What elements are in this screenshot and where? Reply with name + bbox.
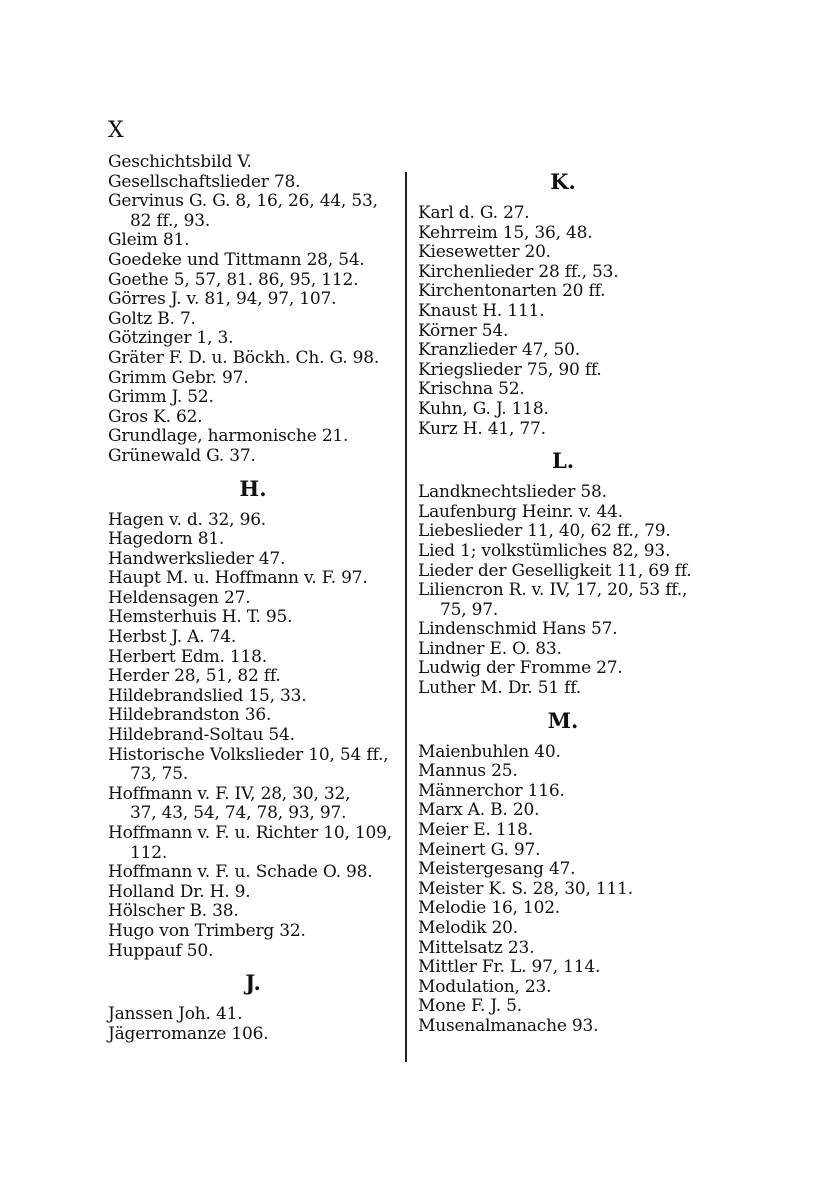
index-block-j [108,1005,398,1044]
index-entry: Meistergesang 47. [418,859,576,880]
index-entry: Krischna 52. [418,379,525,400]
index-entry-continuation: 112. [130,842,168,863]
index-entry: Holland Dr. H. 9. [108,881,251,902]
index-entry: Gräter F. D. u. Böckh. Ch. G. 98. [108,347,380,368]
index-entry: Ludwig der Fromme 27. [418,658,623,679]
index-entry: Meier E. 118. [418,820,533,841]
index-entry: Goedeke und Tittmann 28, 54. [108,249,365,270]
index-entry: Grimm Gebr. 97. [108,367,249,388]
index-entry: Kuhn, G. J. 118. [418,398,549,419]
index-block-k [418,204,708,439]
index-entry: Mone F. J. 5. [418,996,522,1017]
index-entry: Mittelsatz 23. [418,937,535,958]
index-entry: Luther M. Dr. 51 ff. [418,678,581,699]
column-divider [405,172,407,1062]
index-entry: Mittler Fr. L. 97, 114. [418,957,601,978]
section-letter-l: L. [551,448,575,474]
index-entry: Gervinus G. G. 8, 16, 26, 44, 53, [108,191,378,212]
index-entry: Hildebrandslied 15, 33. [108,685,307,706]
index-entry-continuation: 75, 97. [440,599,499,620]
section-letter-j: J. [245,970,261,996]
index-entry: Knaust H. 111. [418,300,545,321]
index-entry: Marx A. B. 20. [418,800,540,821]
index-entry: Herder 28, 51, 82 ff. [108,666,281,687]
index-entry: Gleim 81. [108,230,190,251]
index-entry: Gesellschaftslieder 78. [108,171,301,192]
index-entry: Meinert G. 97. [418,839,541,860]
index-entry: Grundlage, harmonische 21. [108,426,349,447]
index-entry-continuation: 82 ff., 93. [130,210,211,231]
index-entry: Modulation, 23. [418,976,552,997]
index-entry: Heldensagen 27. [108,587,251,608]
index-entry: Kriegslieder 75, 90 ff. [418,359,602,380]
index-entry: Landknechtslieder 58. [418,482,607,503]
section-letter-m: M. [547,707,579,733]
index-entry: Melodik 20. [418,918,518,938]
index-entry: Historische Volkslieder 10, 54 ff., [108,744,389,765]
index-block-g [108,153,398,467]
index-entry: Kiesewetter 20. [418,242,551,263]
index-block-h [108,511,398,962]
index-entry: Hildebrand-Soltau 54. [108,725,295,746]
index-entry: Haupt M. u. Hoffmann v. F. 97. [108,568,368,589]
index-entry: Maienbuhlen 40. [418,741,561,762]
index-entry: Hölscher B. 38. [108,901,239,922]
index-entry: Hugo von Trimberg 32. [108,920,306,941]
index-entry: Götzinger 1, 3. [108,328,234,349]
index-entry: Hoffmann v. F. IV, 28, 30, 32, [108,783,351,804]
section-letter-k: K. [550,169,576,194]
index-column-right [418,153,708,1037]
index-entry-continuation: 37, 43, 54, 74, 78, 93, 97. [130,803,347,824]
index-entry: Geschichtsbild V. [108,152,252,172]
section-letter-h: H. [239,475,267,501]
index-entry: Karl d. G. 27. [418,203,530,223]
index-entry: Hagen v. d. 32, 96. [108,509,267,530]
index-column-left [108,153,398,1044]
index-entry: Kurz H. 41, 77. [418,418,546,439]
index-entry: Görres J. v. 81, 94, 97, 107. [108,289,337,310]
index-entry: Lindenschmid Hans 57. [418,619,618,640]
index-entry: Kirchentonarten 20 ff. [418,281,606,302]
index-entry: Hemsterhuis H. T. 95. [108,607,293,628]
index-entry: Kirchenlieder 28 ff., 53. [418,261,619,282]
index-entry: Laufenburg Heinr. v. 44. [418,501,623,522]
index-entry: Hoffmann v. F. u. Richter 10, 109, [108,823,392,843]
page-number: X [108,118,124,143]
index-entry: Herbst J. A. 74. [108,627,237,648]
index-entry: Melodie 16, 102. [418,898,561,919]
index-entry: Hoffmann v. F. u. Schade O. 98. [108,862,373,883]
index-entry: Lindner E. O. 83. [418,638,562,659]
index-entry: Körner 54. [418,320,509,341]
index-entry: Grimm J. 52. [108,387,214,408]
index-entry: Hagedorn 81. [108,529,225,550]
index-entry: Jägerromanze 106. [108,1023,269,1044]
index-entry: Liliencron R. v. IV, 17, 20, 53 ff., [418,580,688,601]
index-entry: Lied 1; volkstümliches 82, 93. [418,540,671,561]
index-entry: Kranzlieder 47, 50. [418,340,580,361]
index-block-l [418,483,708,699]
index-entry: Liebeslieder 11, 40, 62 ff., 79. [418,521,671,542]
index-entry: Hildebrandston 36. [108,705,272,726]
index-entry-continuation: 73, 75. [130,764,189,785]
index-entry: Goethe 5, 57, 81. 86, 95, 112. [108,269,359,290]
index-entry: Handwerkslieder 47. [108,548,286,569]
index-entry: Huppauf 50. [108,940,214,961]
index-entry: Grünewald G. 37. [108,445,256,466]
index-entry: Mannus 25. [418,761,518,782]
index-entry: Goltz B. 7. [108,308,196,329]
index-entry: Meister K. S. 28, 30, 111. [418,878,633,899]
index-entry: Gros K. 62. [108,406,203,427]
index-entry: Musenalmanache 93. [418,1015,599,1036]
index-entry: Lieder der Geselligkeit 11, 69 ff. [418,560,692,581]
index-block-m [418,743,708,1037]
index-entry: Herbert Edm. 118. [108,646,267,667]
index-entry: Männerchor 116. [418,780,565,801]
index-entry: Kehrreim 15, 36, 48. [418,222,593,243]
index-entry: Janssen Joh. 41. [108,1004,243,1025]
